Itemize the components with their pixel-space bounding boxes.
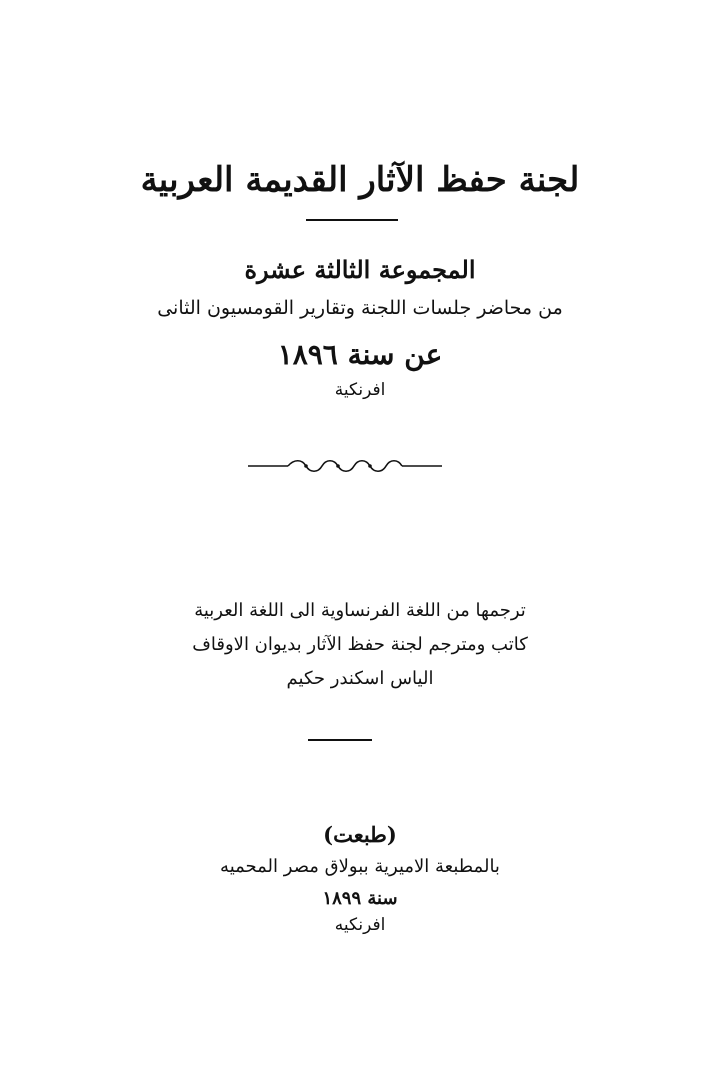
- translator-line-2: كاتب ومترجم لجنة حفظ الآثار بديوان الاوقاف: [192, 634, 528, 655]
- imprint-divider: [308, 739, 372, 741]
- printed-label: (طبعت): [323, 822, 397, 847]
- year-line: عن سنة ١٨٩٦: [277, 338, 443, 371]
- press-name: بالمطبعة الاميرية ببولاق مصر المحميه: [220, 856, 500, 877]
- translator-line-1: ترجمها من اللغة الفرنساوية الى اللغة العربية: [194, 600, 526, 621]
- translator-name: الياس اسكندر حكيم: [286, 668, 434, 689]
- page-title: لجنة حفظ الآثار القديمة العربية: [140, 160, 580, 200]
- imprint-year: سنة ١٨٩٩: [322, 888, 398, 909]
- era-label: افرنكية: [334, 380, 386, 400]
- collection-heading: المجموعة الثالثة عشرة: [244, 255, 476, 284]
- title-divider: [306, 219, 398, 221]
- imprint-era: افرنكيه: [334, 915, 386, 935]
- subtitle: من محاضر جلسات اللجنة وتقارير القومسيون الثانى: [157, 297, 563, 319]
- ornamental-divider: [248, 455, 442, 477]
